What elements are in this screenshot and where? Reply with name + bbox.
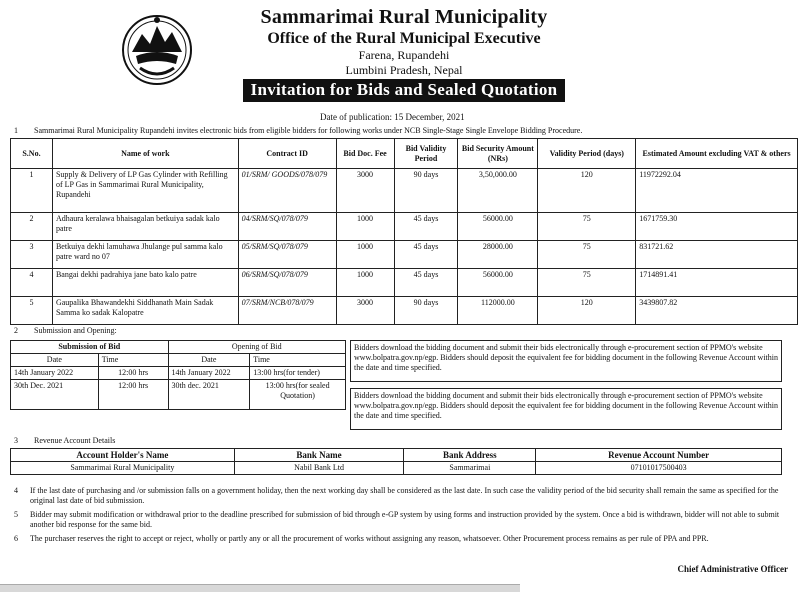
cell-security-validity: 75 xyxy=(538,213,636,241)
cell-fee: 1000 xyxy=(336,213,394,241)
table-header-row xyxy=(11,449,782,462)
cell-work-name: Adhaura keralawa bhaisagalan betkuiya sadak kalo patre xyxy=(52,213,238,241)
date-label: Date xyxy=(11,354,99,367)
cell-sno: 5 xyxy=(11,297,53,325)
table-row xyxy=(11,241,798,269)
municipality-name: Sammarimai Rural Municipality xyxy=(260,6,548,28)
signer-title: Chief Administrative Officer xyxy=(677,564,788,574)
office-name: Office of the Rural Municipal Executive xyxy=(267,30,541,47)
cell-account: 07101017500403 xyxy=(536,462,782,475)
cell-security: 3,50,000.00 xyxy=(458,169,538,213)
cell-sub-date: 14th January 2022 xyxy=(11,367,99,380)
cell-estimate: 1714891.41 xyxy=(636,269,798,297)
column-header: Account Holder's Name xyxy=(11,449,235,462)
cell-contract-id: 06/SRM/SQ/078/079 xyxy=(238,269,336,297)
address-line-1: Farena, Rupandehi xyxy=(358,48,450,62)
cell-estimate: 831721.62 xyxy=(636,241,798,269)
table-row xyxy=(11,269,798,297)
cell-open-time: 13:00 hrs(for tender) xyxy=(250,367,346,380)
cell-security-validity: 75 xyxy=(538,269,636,297)
column-header: Bid Doc. Fee xyxy=(336,139,394,169)
cell-sub-time: 12:00 hrs xyxy=(98,367,168,380)
cell-fee: 1000 xyxy=(336,241,394,269)
cell-security: 112000.00 xyxy=(458,297,538,325)
table-row xyxy=(11,380,346,410)
table-row xyxy=(11,367,346,380)
cell-open-date: 14th January 2022 xyxy=(168,367,250,380)
publication-date: Date of publication: 15 December, 2021 xyxy=(320,112,465,122)
revenue-account-table xyxy=(10,448,782,475)
invitation-text: Sammarimai Rural Municipality Rupandehi invites electronic bids from eligible bidders for following works under NCB Single-Stage Single Envelope Bidding Procedure. xyxy=(34,126,583,135)
date-label: Date xyxy=(168,354,250,367)
table-row xyxy=(11,213,798,241)
cell-open-date: 30th dec. 2021 xyxy=(168,380,250,410)
submission-header: Submission of Bid xyxy=(11,341,169,354)
cell-contract-id: 07/SRM/NCB/078/079 xyxy=(238,297,336,325)
table-row xyxy=(11,297,798,325)
cell-sno: 4 xyxy=(11,269,53,297)
note-text: Bidder may submit modification or withdrawal prior to the deadline prescribed for submission of bid through e-GP system by using forms and instruction provided by the system. Once a bid is withdrawn, bidder will not able to submit another bid response for the same bid. xyxy=(30,510,780,529)
cell-validity: 90 days xyxy=(394,169,458,213)
instruction-text: Bidders download the bidding document and submit their bids electronically through e-procurement section of PPMO's website www.bolpatra.gov.np/egp. Bidders should deposit the equivalent fee for bidding document in the following Revenue Account within the date and time specified. xyxy=(350,340,782,382)
cell-fee: 3000 xyxy=(336,169,394,213)
section-number: 1 xyxy=(14,126,18,135)
column-header: Bid Security Amount (NRs) xyxy=(458,139,538,169)
column-header: Revenue Account Number xyxy=(536,449,782,462)
note-number: 5 xyxy=(14,510,18,519)
cell-sub-date: 30th Dec. 2021 xyxy=(11,380,99,410)
cell-open-time: 13:00 hrs(for sealed Quotation) xyxy=(250,380,346,410)
column-header: Estimated Amount excluding VAT & others xyxy=(636,139,798,169)
note-text: If the last date of purchasing and /or submission falls on a government holiday, then the next working day shall be considered as the last date. In such case the validity period of the bid security shall remain the same as specified for the original last date of bid submission. xyxy=(30,486,779,505)
cell-estimate: 3439807.82 xyxy=(636,297,798,325)
letterhead xyxy=(8,6,800,116)
cell-holder: Sammarimai Rural Municipality xyxy=(11,462,235,475)
column-header: Name of work xyxy=(52,139,238,169)
works-table xyxy=(10,138,798,325)
time-label: Time xyxy=(250,354,346,367)
cell-security-validity: 120 xyxy=(538,169,636,213)
cell-security-validity: 75 xyxy=(538,241,636,269)
column-header: Validity Period (days) xyxy=(538,139,636,169)
cell-fee: 3000 xyxy=(336,297,394,325)
table-row xyxy=(11,462,782,475)
cell-contract-id: 04/SRM/SQ/078/079 xyxy=(238,213,336,241)
note-number: 4 xyxy=(14,486,18,495)
section-title: Revenue Account Details xyxy=(34,436,116,445)
address-line-2: Lumbini Pradesh, Nepal xyxy=(345,63,463,77)
nepal-emblem-logo xyxy=(120,12,194,86)
cell-estimate: 11972292.04 xyxy=(636,169,798,213)
cell-fee: 1000 xyxy=(336,269,394,297)
table-row xyxy=(11,169,798,213)
cell-validity: 45 days xyxy=(394,241,458,269)
column-header: Bank Address xyxy=(404,449,536,462)
note-text: The purchaser reserves the right to accept or reject, wholly or partly any or all the procurement of works without assigning any reason, whatsoever. Other Procurement process remains as per rule of PPA and PPR. xyxy=(30,534,709,543)
cell-estimate: 1671759.30 xyxy=(636,213,798,241)
column-header: Bank Name xyxy=(234,449,404,462)
cell-sno: 3 xyxy=(11,241,53,269)
cell-security: 56000.00 xyxy=(458,269,538,297)
cell-security-validity: 120 xyxy=(538,297,636,325)
column-header: S.No. xyxy=(11,139,53,169)
cell-sub-time: 12:00 hrs xyxy=(98,380,168,410)
table-header-row xyxy=(11,341,346,354)
column-header: Contract ID xyxy=(238,139,336,169)
cell-address: Sammarimai xyxy=(404,462,536,475)
cell-work-name: Supply & Delivery of LP Gas Cylinder with Refilling of LP Gas in Sammarimai Rural Municipality, Rupandehi xyxy=(52,169,238,213)
cell-security: 28000.00 xyxy=(458,241,538,269)
cell-sno: 2 xyxy=(11,213,53,241)
cell-contract-id: 01/SRM/ GOODS/078/079 xyxy=(238,169,336,213)
submission-opening-table xyxy=(10,340,346,410)
section-title: Submission and Opening: xyxy=(34,326,117,335)
cell-work-name: Bangai dekhi padrahiya jane bato kalo patre xyxy=(52,269,238,297)
instruction-text: Bidders download the bidding document and submit their bids electronically through e-procurement section of PPMO's website www.bolpatra.gov.np/egp. Bidders should deposit the equivalent fee for bidding document in the following Revenue Account within the date and time specified. xyxy=(350,388,782,430)
cell-work-name: Betkuiya dekhi lamuhawa Jhulange pul samma kalo patre ward no 07 xyxy=(52,241,238,269)
cell-bank: Nabil Bank Ltd xyxy=(234,462,404,475)
table-header-row xyxy=(11,139,798,169)
scrollbar[interactable] xyxy=(0,584,520,592)
column-header: Bid Validity Period xyxy=(394,139,458,169)
notice-banner: Invitation for Bids and Sealed Quotation xyxy=(243,79,566,102)
cell-contract-id: 05/SRM/SQ/078/079 xyxy=(238,241,336,269)
section-number: 3 xyxy=(14,436,18,445)
section-number: 2 xyxy=(14,326,18,335)
cell-work-name: Gaupalika Bhawandekhi Siddhanath Main Sadak Samma ko sadak Kalopatre xyxy=(52,297,238,325)
table-subheader-row xyxy=(11,354,346,367)
note-number: 6 xyxy=(14,534,18,543)
cell-sno: 1 xyxy=(11,169,53,213)
cell-validity: 45 days xyxy=(394,269,458,297)
time-label: Time xyxy=(98,354,168,367)
cell-security: 56000.00 xyxy=(458,213,538,241)
cell-validity: 90 days xyxy=(394,297,458,325)
cell-validity: 45 days xyxy=(394,213,458,241)
opening-header: Opening of Bid xyxy=(168,341,346,354)
